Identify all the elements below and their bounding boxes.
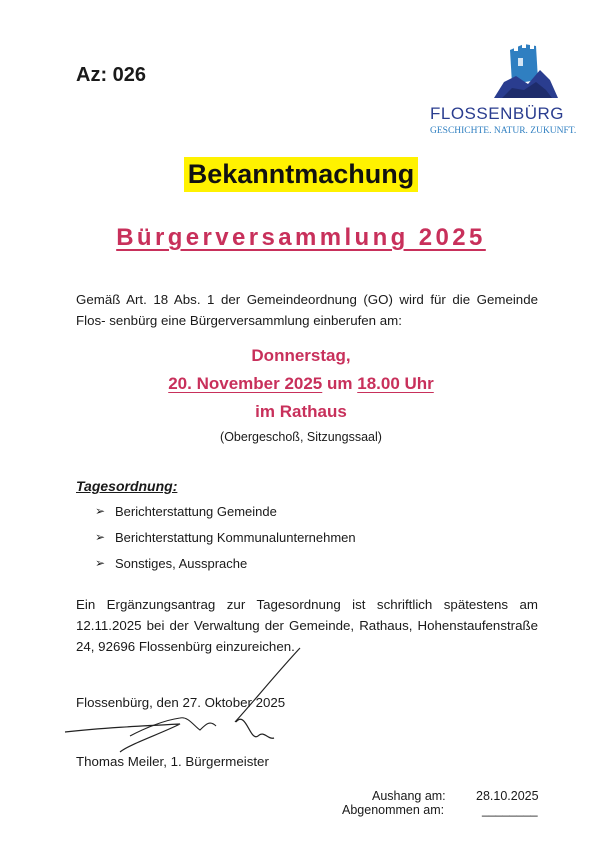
arrow-bullet-icon: ➢	[95, 504, 106, 518]
supplement-paragraph: Ein Ergänzungsantrag zur Tagesordnung ist schriftlich spätestens am 12.11.2025 bei der Verwaltung der Gemeinde, Rathaus, Hohenstaufenstraße 24, 92696 Flossenbürg einzureichen.	[76, 597, 538, 654]
posted-date: 28.10.2025	[476, 789, 539, 803]
place-date: Flossenbürg, den 27. Oktober 2025	[76, 695, 286, 710]
signature	[60, 640, 310, 755]
event-place: im Rathaus	[255, 402, 347, 421]
event-time: 18.00 Uhr	[357, 374, 434, 393]
event-date: 20. November 2025	[168, 374, 323, 393]
agenda-item: ➢ Berichterstattung Kommunalunternehmen	[95, 530, 356, 545]
intro-paragraph: Gemäß Art. 18 Abs. 1 der Gemeindeordnung (GO) wird für die Gemeinde Flos- senbürg eine Bürgerversammlung einberufen am:	[76, 292, 538, 328]
document-subtitle: Bürgerversammlung 2025	[116, 224, 486, 251]
logo-wordmark: FLOSSENBÜRG	[430, 104, 564, 123]
event-location-detail: (Obergeschoß, Sitzungssaal)	[220, 430, 382, 444]
agenda-title: Tagesordnung:	[76, 478, 178, 494]
castle-ruin-icon	[494, 40, 558, 100]
agenda-item: ➢ Berichterstattung Gemeinde	[95, 504, 277, 519]
agenda-list	[95, 504, 356, 582]
removed-date: ________	[482, 803, 538, 817]
logo-tagline: GESCHICHTE. NATUR. ZUKUNFT.	[430, 126, 577, 136]
document-heading: Bekanntmachung	[184, 157, 419, 192]
agenda-item: ➢ Sonstiges, Aussprache	[95, 556, 248, 571]
event-day: Donnerstag,	[251, 346, 351, 365]
event-datetime	[0, 374, 602, 394]
posted-label: Aushang am:	[372, 789, 446, 803]
municipality-logo	[428, 40, 577, 140]
arrow-bullet-icon: ➢	[95, 556, 106, 570]
arrow-bullet-icon: ➢	[95, 530, 106, 544]
event-connector: um	[327, 374, 353, 393]
removed-label: Abgenommen am:	[342, 803, 445, 817]
reference-number: Az: 026	[76, 64, 147, 86]
signer-name: Thomas Meiler, 1. Bürgermeister	[76, 754, 269, 769]
